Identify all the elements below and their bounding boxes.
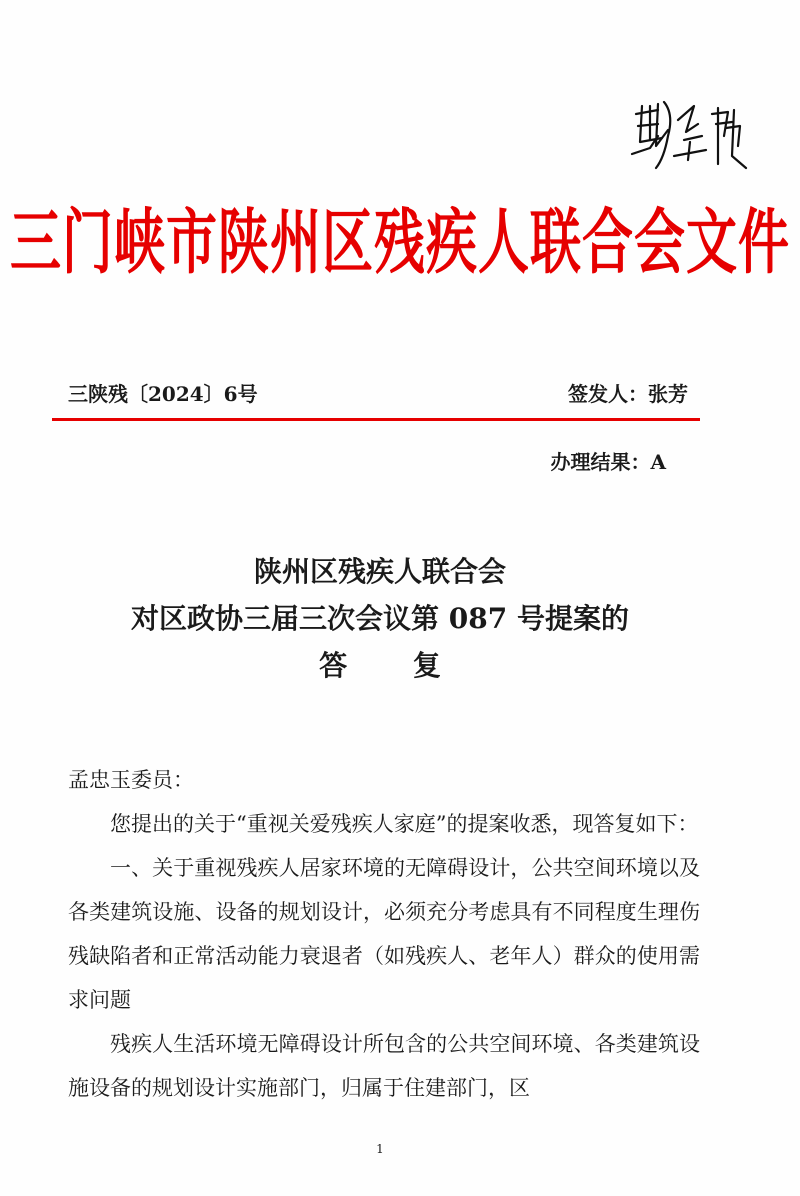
red-divider-line [52, 418, 700, 421]
body-paragraph: 一、关于重视残疾人居家环境的无障碍设计，公共空间环境以及各类建筑设施、设备的规划设计，必须充分考虑具有不同程度生理伤残缺陷者和正常活动能力衰退者（如残疾人、老年人）群众的使用需求问题 [68, 856, 700, 1012]
body-text [68, 758, 700, 1110]
title-line-2: 对区政协三届三次会议第 087 号提案的 [131, 602, 629, 635]
page-number: 1 [376, 1142, 384, 1156]
handwritten-signature [628, 84, 758, 174]
masthead-title: 三门峡市陕州区残疾人联合会文件 [9, 202, 790, 285]
body-paragraph: 您提出的关于“重视关爱残疾人家庭”的提案收悉，现答复如下： [110, 812, 699, 836]
body-paragraph: 残疾人生活环境无障碍设计所包含的公共空间环境、各类建筑设施设备的规划设计实施部门，归属于住建部门，区 [68, 1032, 700, 1100]
issuer-label: 签发人：张芳 [568, 382, 688, 406]
title-line-3: 答 复 [319, 649, 469, 682]
reply-title [0, 548, 760, 689]
handling-result: 办理结果：A [550, 450, 666, 474]
salutation: 孟忠玉委员： [68, 768, 194, 792]
document-number: 三陕残〔2024〕6号 [68, 382, 258, 406]
title-line-1: 陕州区残疾人联合会 [253, 555, 506, 588]
